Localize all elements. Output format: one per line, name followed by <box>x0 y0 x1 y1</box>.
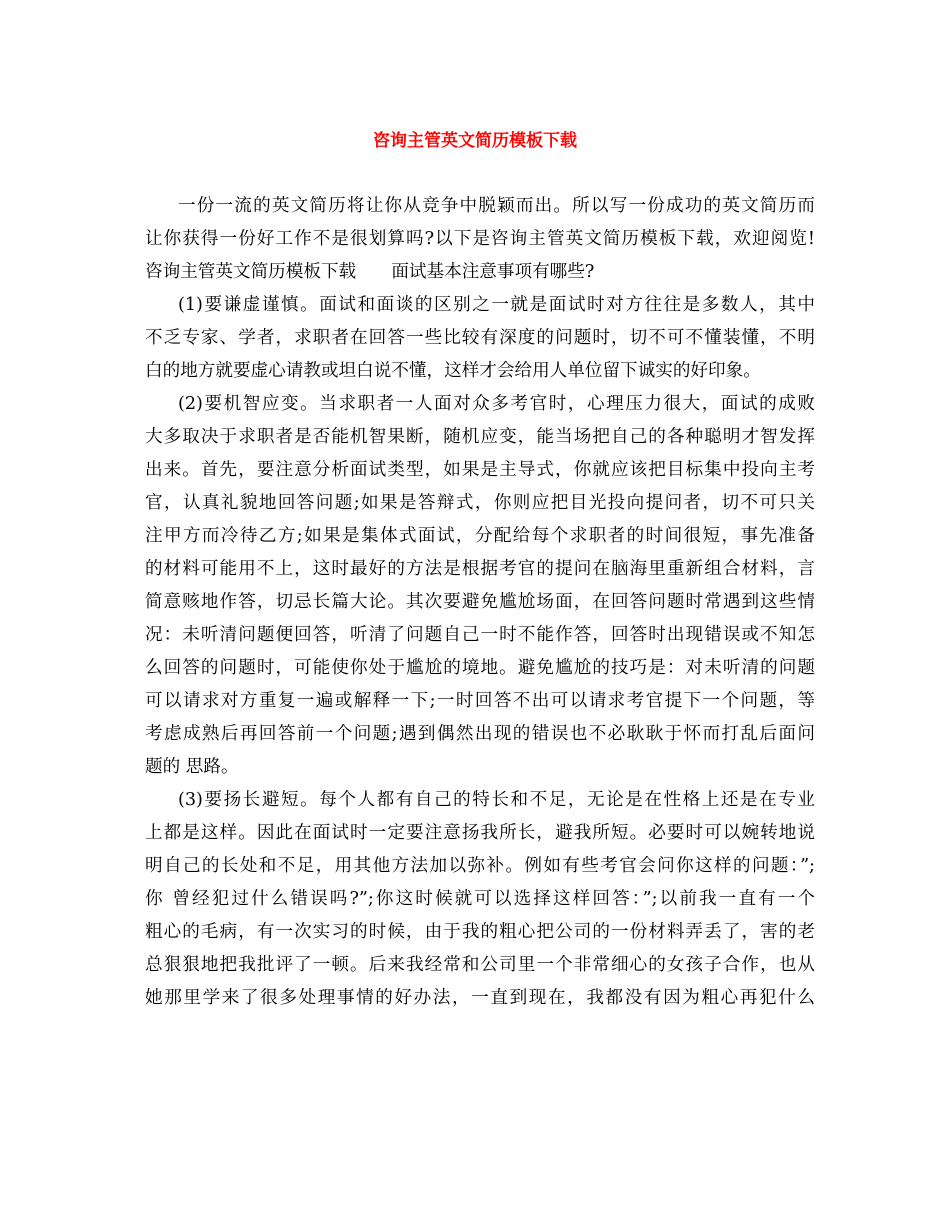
paragraph-line: 简意赅地作答，切忌长篇大论。其次要避免尴尬场面，在回答问题时常遇到这些情 <box>145 592 815 612</box>
paragraph-line: (3)要扬长避短。每个人都有自己的特长和不足，无论是在性格上还是在专业 <box>178 790 815 810</box>
paragraph-line: 粗心的毛病，有一次实习的时候，由于我的粗心把公司的一份材料弄丢了，害的老 <box>145 922 815 942</box>
paragraph-line: 你 曾经犯过什么错误吗?”;你这时候就可以选择这样回答：”;以前我一直有一个 <box>145 889 815 909</box>
paragraph-line: 么回答的问题时，可能使你处于尴尬的境地。避免尴尬的技巧是：对未听清的问题 <box>145 658 815 678</box>
paragraph-line: 上都是这样。因此在面试时一定要注意扬我所长，避我所短。必要时可以婉转地说 <box>145 823 815 843</box>
paragraph-line: 的材料可能用不上，这时最好的方法是根据考官的提问在脑海里重新组合材料，言 <box>145 559 815 579</box>
paragraph-line: 咨询主管英文简历模板下载 面试基本注意事项有哪些? <box>145 262 595 282</box>
paragraph-line: 不乏专家、学者，求职者在回答一些比较有深度的问题时，切不可不懂装懂，不明 <box>145 328 815 348</box>
paragraph-line: 白的地方就要虚心请教或坦白说不懂，这样才会给用人单位留下诚实的好印象。 <box>145 361 761 381</box>
paragraph-line: (2)要机智应变。当求职者一人面对众多考官时，心理压力很大，面试的成败 <box>178 394 815 414</box>
paragraph-line: 可以请求对方重复一遍或解释一下;一时回答不出可以请求考官提下一个问题，等 <box>145 691 815 711</box>
paragraph-line: 让你获得一份好工作不是很划算吗?以下是咨询主管英文简历模板下载，欢迎阅览! <box>145 229 815 249</box>
paragraph-line: 她那里学来了很多处理事情的好办法，一直到现在，我都没有因为粗心再犯什么 <box>145 988 815 1008</box>
paragraph-line: 注甲方而冷待乙方;如果是集体式面试，分配给每个求职者的时间很短，事先准备 <box>145 526 815 546</box>
document-body <box>145 190 815 1015</box>
paragraph-line: 题的 思路。 <box>145 757 239 777</box>
paragraph-line: 总狠狠地把我批评了一顿。后来我经常和公司里一个非常细心的女孩子合作，也从 <box>145 955 815 975</box>
paragraph-line: 一份一流的英文简历将让你从竞争中脱颖而出。所以写一份成功的英文简历而 <box>178 196 815 216</box>
paragraph-line: (1)要谦虚谨慎。面试和面谈的区别之一就是面试时对方往往是多数人，其中 <box>178 295 815 315</box>
paragraph-line: 大多取决于求职者是否能机智果断，随机应变，能当场把自己的各种聪明才智发挥 <box>145 427 815 447</box>
paragraph-line: 考虑成熟后再回答前一个问题;遇到偶然出现的错误也不必耿耿于怀而打乱后面问 <box>145 724 815 744</box>
paragraph-line: 出来。首先，要注意分析面试类型，如果是主导式，你就应该把目标集中投向主考 <box>145 460 815 480</box>
paragraph-line: 况：未听清问题便回答，听清了问题自己一时不能作答，回答时出现错误或不知怎 <box>145 625 815 645</box>
document-title: 咨询主管英文简历模板下载 <box>373 131 577 151</box>
paragraph-line: 官，认真礼貌地回答问题;如果是答辩式，你则应把目光投向提问者，切不可只关 <box>145 493 815 513</box>
paragraph-line: 明自己的长处和不足，用其他方法加以弥补。例如有些考官会问你这样的问题：”; <box>145 856 815 876</box>
